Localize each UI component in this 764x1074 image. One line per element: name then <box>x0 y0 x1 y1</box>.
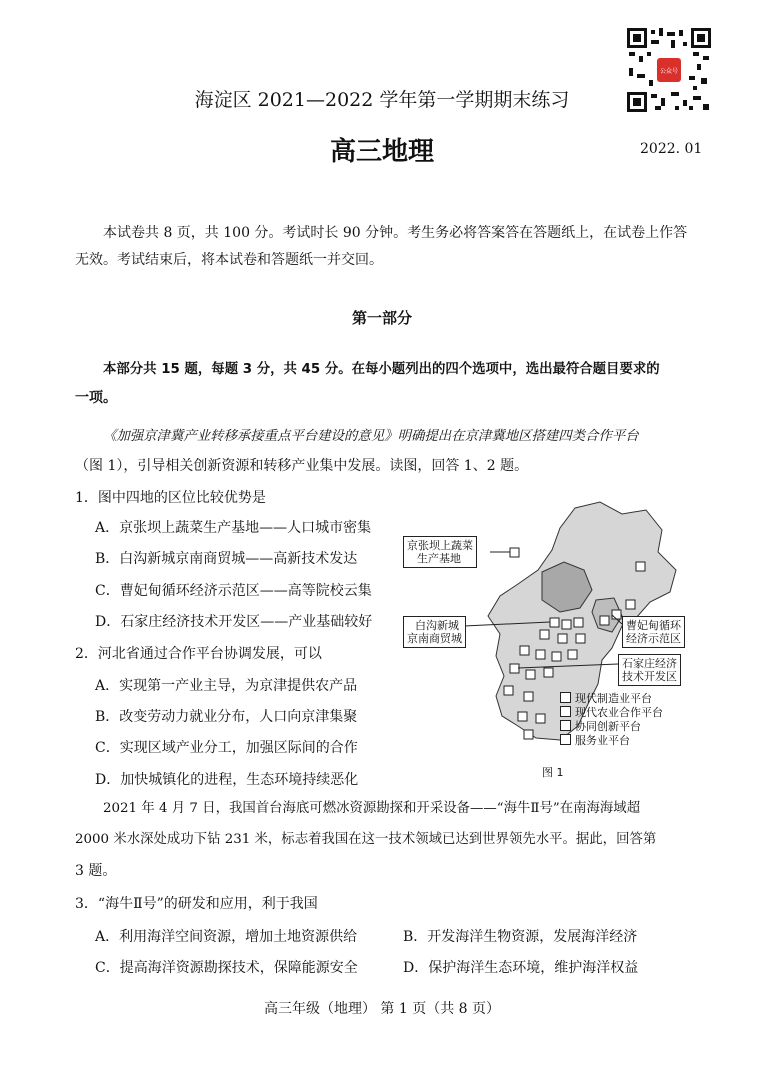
legend-item-service <box>560 734 663 748</box>
map-label-baigou <box>403 616 466 648</box>
map-label-shijiazhuang <box>618 654 681 686</box>
q2-option-d: D．加快城镇化的进程，生态环境持续恶化 <box>95 772 359 788</box>
part-instructions-line-2: 一项。 <box>75 390 117 406</box>
platform-marker <box>540 630 549 639</box>
platform-marker <box>568 650 577 659</box>
platform-marker <box>612 610 621 619</box>
map-legend <box>560 692 663 748</box>
platform-marker <box>524 730 533 739</box>
platform-marker <box>562 620 571 629</box>
intro-line-2: 无效。考试结束后，将本试卷和答题纸一并交回。 <box>75 252 383 268</box>
q1-option-b: B．白沟新城京南商贸城——高新技术发达 <box>95 551 358 567</box>
legend-label: 现代农业合作平台 <box>575 706 663 719</box>
platform-marker <box>558 634 567 643</box>
part-instructions-line-1: 本部分共 15 题，每题 3 分，共 45 分。在每小题列出的四个选项中，选出最符合题目要求的 <box>103 362 660 377</box>
q1-stem: 1．图中四地的区位比较优势是 <box>75 490 266 506</box>
platform-marker <box>520 646 529 655</box>
q1-option-c: C．曹妃甸循环经济示范区——高等院校云集 <box>95 583 372 599</box>
q1-option-d: D．石家庄经济技术开发区——产业基础较好 <box>95 614 373 630</box>
platform-marker <box>636 562 645 571</box>
map-label-baigou-line1: 白沟新城 <box>415 619 459 632</box>
platform-marker <box>536 714 545 723</box>
exam-date: 2022. 01 <box>640 141 703 157</box>
platform-marker <box>518 712 527 721</box>
map-label-caofeidian-line1: 曹妃甸循环 <box>626 619 681 632</box>
service-platform-icon <box>560 734 571 745</box>
q2-stem: 2．河北省通过合作平台协调发展，可以 <box>75 646 322 662</box>
passage2-line-2: 2000 米水深处成功下钻 231 米，标志着我国在这一技术领域已达到世界领先水平。据此，回答第 <box>75 832 657 847</box>
q3-option-d: D．保护海洋生态环境，维护海洋权益 <box>403 960 639 976</box>
legend-item-innovation <box>560 720 663 734</box>
q1-option-a: A．京张坝上蔬菜生产基地——人口城市密集 <box>95 520 372 536</box>
platform-marker <box>574 618 583 627</box>
legend-label: 服务业平台 <box>575 734 630 747</box>
passage2-line-3: 3 题。 <box>75 863 117 879</box>
platform-marker <box>600 616 609 625</box>
legend-label: 现代制造业平台 <box>575 692 652 705</box>
map-label-jingzhang-line1: 京张坝上蔬菜 <box>407 539 473 552</box>
platform-marker <box>524 692 533 701</box>
platform-marker <box>504 686 513 695</box>
q2-option-c: C．实现区域产业分工，加强区际间的合作 <box>95 740 358 756</box>
manufacturing-platform-icon <box>560 692 571 703</box>
part-title: 第一部分 <box>351 309 412 327</box>
subject-title: 高三地理 <box>329 137 434 167</box>
platform-marker <box>536 650 545 659</box>
q3-option-c: C．提高海洋资源勘探技术，保障能源安全 <box>95 960 358 976</box>
map-label-jingzhang <box>403 536 477 568</box>
q3-option-a: A．利用海洋空间资源，增加土地资源供给 <box>95 929 358 945</box>
map-label-jingzhang-line2: 生产基地 <box>417 552 461 565</box>
exam-title: 海淀区 2021—2022 学年第一学期期末练习 <box>194 89 570 111</box>
intro-line-1: 本试卷共 8 页，共 100 分。考试时长 90 分钟。考生务必将答案答在答题纸上，在试卷上作答 <box>103 225 688 241</box>
q3-stem: 3．“海牛Ⅱ号”的研发和应用，利于我国 <box>75 896 318 912</box>
q2-option-a: A．实现第一产业主导，为京津提供农产品 <box>95 678 358 694</box>
platform-marker <box>552 652 561 661</box>
q2-option-b: B．改变劳动力就业分布，人口向京津集聚 <box>95 709 358 725</box>
platform-marker <box>510 664 519 673</box>
agriculture-platform-icon <box>560 706 571 717</box>
page-footer: 高三年级（地理） 第 1 页（共 8 页） <box>263 1001 501 1017</box>
map-label-baigou-line2: 京南商贸城 <box>407 632 462 645</box>
platform-marker <box>526 670 535 679</box>
passage1-line-2: （图 1），引导相关创新资源和转移产业集中发展。读图，回答 1、2 题。 <box>75 458 529 474</box>
q3-option-b: B．开发海洋生物资源，发展海洋经济 <box>403 929 638 945</box>
legend-item-manufacturing <box>560 692 663 706</box>
legend-label: 协同创新平台 <box>575 720 641 733</box>
passage2-line-1: 2021 年 4 月 7 日，我国首台海底可燃冰资源勘探和开采设备——“海牛Ⅱ号”在南海海域超 <box>103 801 641 816</box>
map-label-shijiazhuang-line2: 技术开发区 <box>622 670 677 683</box>
map-figure <box>400 500 700 790</box>
map-label-caofeidian <box>622 616 685 648</box>
map-label-caofeidian-line2: 经济示范区 <box>626 632 681 645</box>
platform-marker <box>576 634 585 643</box>
platform-marker <box>510 548 519 557</box>
legend-item-agriculture <box>560 706 663 720</box>
passage1-line-1: 《加强京津冀产业转移承接重点平台建设的意见》明确提出在京津冀地区搭建四类合作平台 <box>103 429 639 444</box>
qr-badge-text: 公众号 <box>659 68 679 75</box>
platform-marker <box>626 600 635 609</box>
innovation-platform-icon <box>560 720 571 731</box>
map-label-shijiazhuang-line1: 石家庄经济 <box>622 657 677 670</box>
figure-caption: 图 1 <box>542 766 564 779</box>
platform-marker <box>544 668 553 677</box>
platform-marker <box>550 618 559 627</box>
